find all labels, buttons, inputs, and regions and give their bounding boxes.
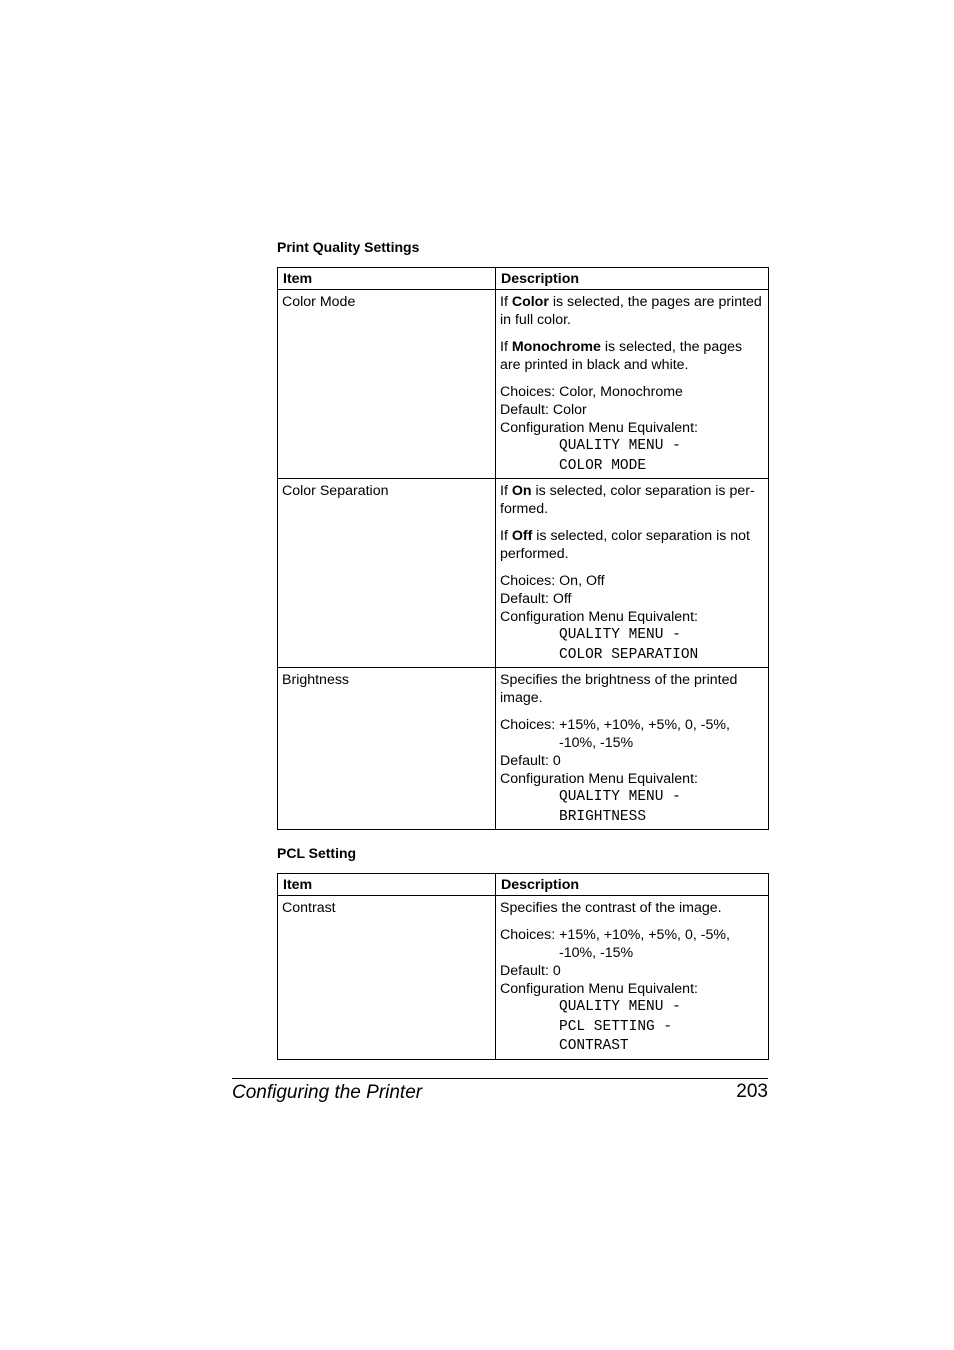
menu-path-line: QUALITY MENU -: [559, 999, 681, 1015]
default-text: Default: 0: [500, 753, 561, 769]
description-paragraph: Specifies the contrast of the image.: [500, 900, 722, 916]
footer-divider: [232, 1078, 768, 1079]
item-cell: Color Separation: [278, 479, 496, 668]
column-header-description: Description: [496, 268, 769, 290]
description-paragraph: If Color is selected, the pages are printed in full color.: [500, 294, 762, 328]
config-menu-label: Configuration Menu Equivalent:: [500, 420, 698, 436]
page-number: 203: [736, 1081, 768, 1102]
menu-path-line: COLOR MODE: [559, 457, 647, 474]
section-heading-pcl-setting: PCL Setting: [277, 845, 357, 861]
description-paragraph: If Off is selected, color separation is not performed.: [500, 528, 750, 562]
menu-path-line: QUALITY MENU -: [559, 438, 681, 454]
item-cell: Brightness: [278, 668, 496, 830]
column-header-item: Item: [278, 268, 496, 290]
description-cell: [496, 479, 769, 668]
choices-text: Choices: Color, Monochrome: [500, 384, 683, 400]
table-row: [278, 896, 769, 1060]
description-cell: [496, 896, 769, 1060]
print-quality-table: [277, 267, 769, 830]
description-paragraph: If On is selected, color separation is per-formed.: [500, 483, 755, 517]
section-heading-print-quality: Print Quality Settings: [277, 239, 420, 255]
description-paragraph: Specifies the brightness of the printed image.: [500, 672, 738, 706]
table-row: [278, 290, 769, 479]
config-menu-label: Configuration Menu Equivalent:: [500, 771, 698, 787]
item-cell: Contrast: [278, 896, 496, 1060]
column-header-description: Description: [496, 874, 769, 896]
table-header-row: [278, 268, 769, 290]
footer-chapter-title: Configuring the Printer: [232, 1082, 423, 1103]
table-row: [278, 668, 769, 830]
column-header-item: Item: [278, 874, 496, 896]
menu-path-line: PCL SETTING -: [559, 1018, 673, 1035]
item-cell: Color Mode: [278, 290, 496, 479]
default-text: Default: Off: [500, 591, 572, 607]
description-cell: [496, 290, 769, 479]
menu-path-line: CONTRAST: [559, 1038, 629, 1054]
default-text: Default: 0: [500, 963, 561, 979]
menu-path-line: QUALITY MENU -: [559, 789, 681, 805]
choices-text: Choices: +15%, +10%, +5%, 0, -5%, -10%, -15%: [500, 927, 730, 961]
description-cell: [496, 668, 769, 830]
choices-text: Choices: On, Off: [500, 573, 605, 589]
pcl-setting-table: [277, 873, 769, 1060]
menu-path-line: QUALITY MENU -: [559, 627, 681, 643]
default-text: Default: Color: [500, 402, 587, 418]
menu-path-line: COLOR SEPARATION: [559, 646, 699, 663]
menu-path-line: BRIGHTNESS: [559, 808, 647, 825]
config-menu-label: Configuration Menu Equivalent:: [500, 609, 698, 625]
table-row: [278, 479, 769, 668]
description-paragraph: If Monochrome is selected, the pages are printed in black and white.: [500, 339, 743, 373]
table-header-row: [278, 874, 769, 896]
choices-text: Choices: +15%, +10%, +5%, 0, -5%, -10%, -15%: [500, 717, 730, 751]
config-menu-label: Configuration Menu Equivalent:: [500, 981, 698, 997]
